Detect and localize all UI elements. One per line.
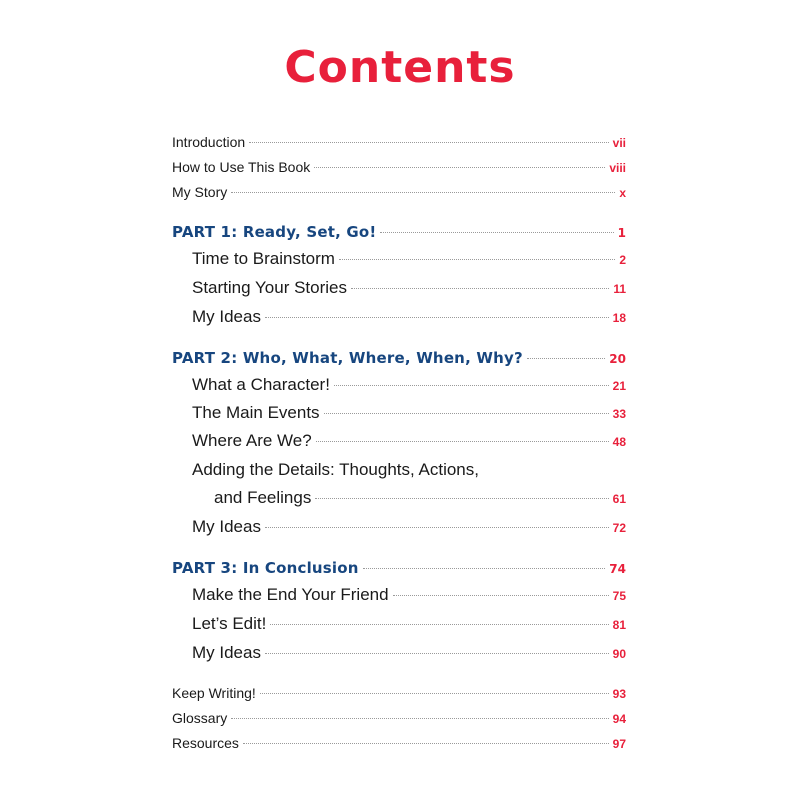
dot-leader bbox=[351, 288, 609, 289]
dot-leader bbox=[334, 385, 609, 386]
toc-entry-make-the-end-your-friend[interactable] bbox=[192, 583, 626, 607]
toc-part-2[interactable] bbox=[172, 346, 626, 370]
toc-entry-lets-edit[interactable] bbox=[192, 612, 626, 636]
toc-entry-the-main-events[interactable] bbox=[192, 401, 626, 425]
page-number: 18 bbox=[612, 311, 626, 325]
entry-label: Starting Your Stories bbox=[192, 278, 347, 297]
toc-entry-my-ideas[interactable] bbox=[192, 305, 626, 329]
page-number: vii bbox=[612, 136, 626, 150]
part-label: PART 3: In Conclusion bbox=[172, 559, 359, 577]
page-number: 90 bbox=[612, 647, 626, 661]
entry-label: What a Character! bbox=[192, 375, 330, 394]
toc-entry-how-to-use[interactable] bbox=[172, 155, 626, 179]
entry-label: My Ideas bbox=[192, 643, 261, 662]
page-number: 75 bbox=[612, 589, 626, 603]
toc-entry-starting-your-stories[interactable] bbox=[192, 276, 626, 300]
page-number: 93 bbox=[612, 687, 626, 701]
dot-leader bbox=[393, 595, 609, 596]
entry-label: Make the End Your Friend bbox=[192, 585, 389, 604]
toc-entry-my-ideas[interactable] bbox=[192, 515, 626, 539]
dot-leader bbox=[243, 743, 609, 744]
page-title: Contents bbox=[284, 42, 516, 93]
dot-leader bbox=[314, 167, 605, 168]
toc-entry-keep-writing[interactable] bbox=[172, 681, 626, 705]
toc-entry-my-story[interactable] bbox=[172, 180, 626, 204]
page-number: 33 bbox=[612, 407, 626, 421]
toc-entry-adding-the-details[interactable] bbox=[192, 486, 626, 510]
entry-label: My Ideas bbox=[192, 307, 261, 326]
dot-leader bbox=[265, 317, 609, 318]
dot-leader bbox=[270, 624, 608, 625]
dot-leader bbox=[231, 192, 615, 193]
entry-label: Time to Brainstorm bbox=[192, 249, 335, 268]
toc-part-1[interactable] bbox=[172, 220, 626, 244]
entry-label-continued: and Feelings bbox=[214, 488, 312, 507]
toc-entry-glossary[interactable] bbox=[172, 706, 626, 730]
entry-label: Introduction bbox=[172, 134, 246, 150]
page-number: viii bbox=[609, 161, 626, 175]
part-label: PART 2: Who, What, Where, When, Why? bbox=[172, 349, 523, 367]
toc-entry-time-to-brainstorm[interactable] bbox=[192, 247, 626, 271]
entry-label: Keep Writing! bbox=[172, 685, 256, 701]
dot-leader bbox=[339, 259, 615, 260]
entry-label: The Main Events bbox=[192, 403, 320, 422]
page-number: 2 bbox=[619, 253, 626, 267]
page-number: 94 bbox=[612, 712, 626, 726]
entry-label: Where Are We? bbox=[192, 431, 312, 450]
toc-entry-my-ideas[interactable] bbox=[192, 641, 626, 665]
toc-entry-what-a-character[interactable] bbox=[192, 373, 626, 397]
page-number: 21 bbox=[612, 379, 626, 393]
page-number: 72 bbox=[612, 521, 626, 535]
toc-entry-introduction[interactable] bbox=[172, 130, 626, 154]
dot-leader bbox=[380, 232, 613, 233]
dot-leader bbox=[363, 568, 606, 569]
entry-label: My Ideas bbox=[192, 517, 261, 536]
page-number: x bbox=[619, 186, 626, 200]
page-number: 81 bbox=[612, 618, 626, 632]
dot-leader bbox=[260, 693, 609, 694]
page-number: 1 bbox=[617, 226, 626, 240]
page-number: 61 bbox=[612, 492, 626, 506]
page-number: 48 bbox=[612, 435, 626, 449]
page-number: 11 bbox=[613, 282, 626, 296]
page-number: 74 bbox=[609, 562, 626, 576]
dot-leader bbox=[324, 413, 609, 414]
entry-label: Resources bbox=[172, 735, 239, 751]
entry-label: Let’s Edit! bbox=[192, 614, 267, 633]
dot-leader bbox=[316, 441, 609, 442]
toc-entry-where-are-we[interactable] bbox=[192, 429, 626, 453]
entry-label: Glossary bbox=[172, 710, 228, 726]
entry-label: How to Use This Book bbox=[172, 159, 311, 175]
part-label: PART 1: Ready, Set, Go! bbox=[172, 223, 377, 241]
dot-leader bbox=[231, 718, 608, 719]
toc-part-3[interactable] bbox=[172, 556, 626, 580]
entry-label: My Story bbox=[172, 184, 228, 200]
page-number: 20 bbox=[609, 352, 626, 366]
dot-leader bbox=[527, 358, 605, 359]
dot-leader bbox=[265, 527, 609, 528]
page-number: 97 bbox=[612, 737, 626, 751]
dot-leader bbox=[249, 142, 608, 143]
dot-leader bbox=[315, 498, 608, 499]
toc-entry-resources[interactable] bbox=[172, 731, 626, 755]
toc-entry-adding-the-details-line1[interactable]: Adding the Details: Thoughts, Actions, bbox=[192, 460, 479, 479]
dot-leader bbox=[265, 653, 609, 654]
